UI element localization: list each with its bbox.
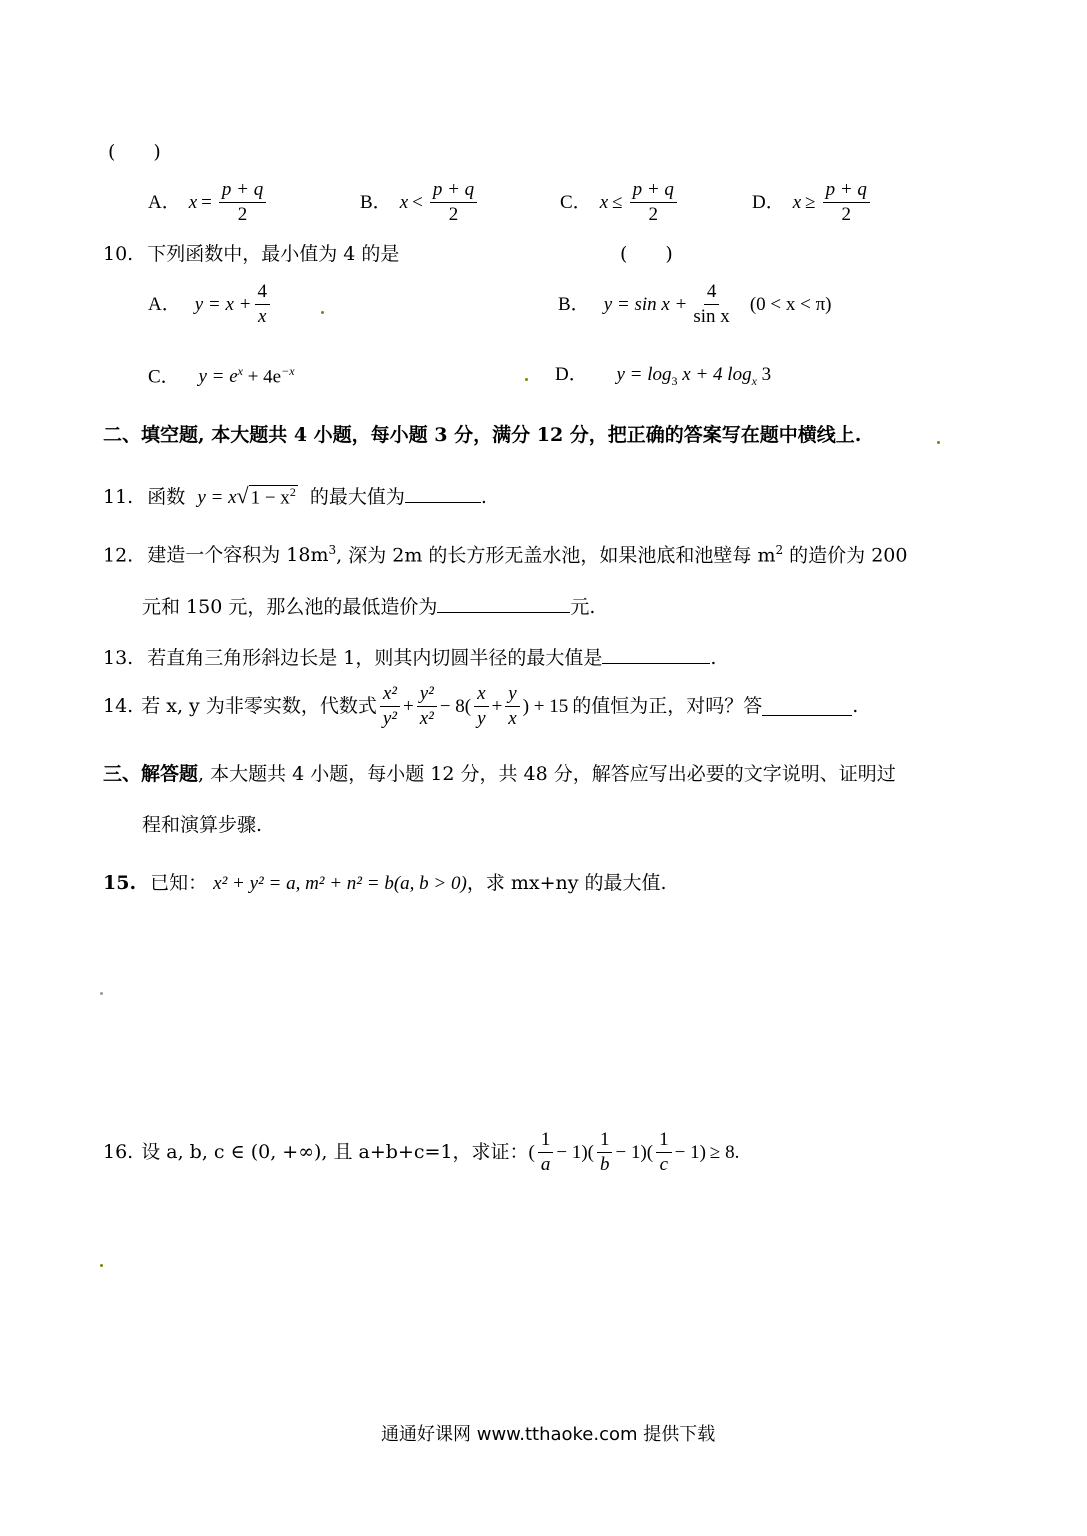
frac-den: 2	[841, 203, 852, 225]
frac-den: 2	[648, 203, 658, 225]
frac-num: p + q	[630, 180, 677, 203]
page-footer: 通通好课网 www.tthaoke.com 提供下载	[381, 1424, 716, 1445]
frac-den: 2	[237, 203, 248, 225]
math-var: x	[792, 191, 802, 213]
q9-option-d	[752, 180, 873, 225]
math-cond: (0 < x < π)	[749, 293, 832, 315]
math-expr: y = log	[616, 364, 672, 385]
q9-option-a	[148, 180, 269, 225]
question-number: 13.	[103, 647, 134, 669]
frac-num: 1	[538, 1130, 554, 1153]
option-label: B．	[558, 293, 590, 315]
q10-stem	[103, 245, 399, 264]
question-text: ，求 mx+ny 的最大值.	[466, 872, 667, 894]
frac-num: 4	[255, 282, 271, 305]
q15	[103, 874, 667, 893]
option-label: A．	[148, 293, 181, 315]
option-label: A．	[148, 191, 181, 213]
option-label: D．	[752, 191, 785, 213]
math-expr: y = x	[197, 487, 237, 508]
answer-blank[interactable]	[405, 484, 481, 503]
stray-dot	[937, 441, 940, 444]
option-label: D．	[555, 364, 588, 385]
frac-den: x	[258, 305, 267, 327]
math-op: <	[412, 191, 423, 213]
math-expr: y = e	[198, 366, 238, 388]
stray-dot	[100, 1264, 103, 1267]
frac-num: 1	[597, 1130, 613, 1153]
math-op: +	[402, 695, 414, 717]
frac-den: a	[540, 1153, 551, 1175]
math-var: x	[399, 191, 409, 213]
frac-num: p + q	[823, 180, 870, 203]
math-expr: x + 4 log	[677, 364, 752, 385]
math-var: x	[599, 191, 609, 213]
question-text: 若直角三角形斜边长是 1，则其内切圆半径的最大值是	[147, 647, 603, 669]
question-text: 若 x, y 为非零实数，代数式	[141, 694, 377, 717]
question-text: 的造价为 200	[783, 544, 908, 567]
question-number: 11.	[103, 486, 134, 508]
frac-num: p + q	[430, 180, 477, 203]
math-op: =	[201, 191, 212, 213]
question-text: 建造一个容积为 18m	[147, 544, 329, 567]
sqrt-expr: √ $1 - x^2$	[236, 483, 296, 509]
section-2-heading: 二、填空题, 本大题共 4 小题，每小题 3 分，满分 12 分，把正确的答案写在题中横线上.	[103, 424, 862, 446]
question-text: , 深为 2m 的长方形无盖水池，如果池底和池壁每 m	[336, 544, 776, 567]
frac-den: sin x	[693, 305, 730, 327]
stray-dot	[321, 311, 324, 314]
q12-line2	[142, 594, 595, 617]
q10-option-b	[558, 282, 832, 327]
math-op: ≥	[805, 191, 816, 213]
q10-option-d	[555, 365, 771, 387]
question-number: 10.	[103, 243, 134, 265]
question-number: 12.	[103, 544, 134, 567]
q9-option-b	[360, 180, 480, 225]
frac-num: p + q	[219, 180, 266, 203]
frac-num: y	[505, 684, 519, 707]
q10-option-c	[148, 365, 295, 386]
frac-den: b	[599, 1153, 610, 1175]
math-op: ) + 15	[522, 695, 569, 717]
question-text: 设 a, b, c ∈ (0, +∞), 且 a+b+c=1，求证：	[141, 1140, 529, 1163]
q14	[103, 684, 858, 729]
frac-den: y²	[382, 707, 397, 729]
frac-den: x	[508, 707, 517, 729]
q11	[103, 484, 487, 507]
frac-num: 1	[656, 1130, 672, 1153]
math-op: − 8(	[439, 695, 472, 717]
question-text: 元和 150 元，那么池的最低造价为	[142, 596, 438, 618]
question-number: 15.	[103, 872, 137, 894]
math-expr: y = x +	[194, 293, 252, 315]
q12-line1	[103, 544, 907, 565]
math-expr: y = sin x +	[603, 293, 688, 315]
math-expr: x² + y² = a, m² + n² = b(a, b > 0)	[213, 873, 467, 894]
section-3-heading-line2: 程和演算步骤.	[142, 814, 263, 836]
frac-num: y²	[417, 684, 437, 707]
q10-paren: ( )	[620, 243, 673, 265]
math-sub: x	[751, 373, 757, 388]
question-number: 14.	[103, 694, 134, 717]
q9-paren: ( )	[108, 141, 161, 163]
section-desc: , 本大题共 4 小题，每小题 12 分，共 48 分，解答应写出必要的文字说明、证明过	[198, 763, 896, 785]
frac-num: 4	[704, 282, 720, 305]
question-end: .	[480, 486, 487, 508]
question-end: .	[710, 647, 717, 669]
math-sup: −x	[281, 364, 295, 378]
math-sup: 3	[328, 543, 337, 557]
math-expr: 3	[756, 364, 772, 385]
q9-option-c	[560, 180, 680, 225]
math-sup: 2	[289, 485, 296, 499]
q10-option-a	[148, 282, 273, 327]
answer-blank[interactable]	[762, 697, 852, 716]
question-text: 函数	[147, 486, 186, 508]
option-label: B．	[360, 191, 392, 213]
frac-den: x²	[419, 707, 434, 729]
stray-dot	[525, 378, 528, 381]
radicand: 1 − x	[250, 487, 290, 509]
option-label: C．	[148, 366, 180, 388]
stray-dot	[100, 992, 103, 995]
option-label: C．	[560, 191, 592, 213]
q16: 16. 设 a, b, c ∈ (0, +∞), 且 a+b+c=1，求证： ( $\frac{1}{a}$ − 1)( $\frac{1}{b}$ − 1)( $\frac{1}{c}$ − 1) ≥ 8.	[103, 1129, 740, 1175]
answer-blank[interactable]	[437, 594, 570, 613]
question-text: 的最大值为	[309, 486, 405, 508]
frac-den: 2	[448, 203, 459, 225]
math-sub: 3	[671, 373, 678, 388]
question-text: 下列函数中，最小值为 4 的是	[147, 243, 400, 265]
question-number: 16.	[103, 1140, 134, 1163]
frac-num: x	[474, 684, 488, 707]
math-op: +	[491, 695, 503, 717]
question-text: 元.	[570, 596, 596, 618]
math-var: x	[188, 191, 198, 213]
frac-num: x²	[380, 684, 400, 707]
q13	[103, 645, 716, 668]
question-end: .	[852, 694, 859, 717]
section-3-heading	[103, 765, 896, 784]
question-text: 已知：	[150, 872, 208, 894]
answer-blank[interactable]	[602, 645, 710, 664]
math-expr: ≥ 8.	[709, 1141, 740, 1163]
math-sup: x	[237, 364, 243, 378]
math-sup: 2	[775, 543, 784, 557]
question-text: 的值恒为正，对吗？答	[572, 694, 763, 717]
math-expr: + 4e	[242, 366, 282, 388]
frac-den: y	[477, 707, 486, 729]
section-title: 三、解答题	[103, 763, 199, 785]
math-op: ≤	[612, 191, 623, 213]
frac-den: c	[659, 1153, 669, 1175]
